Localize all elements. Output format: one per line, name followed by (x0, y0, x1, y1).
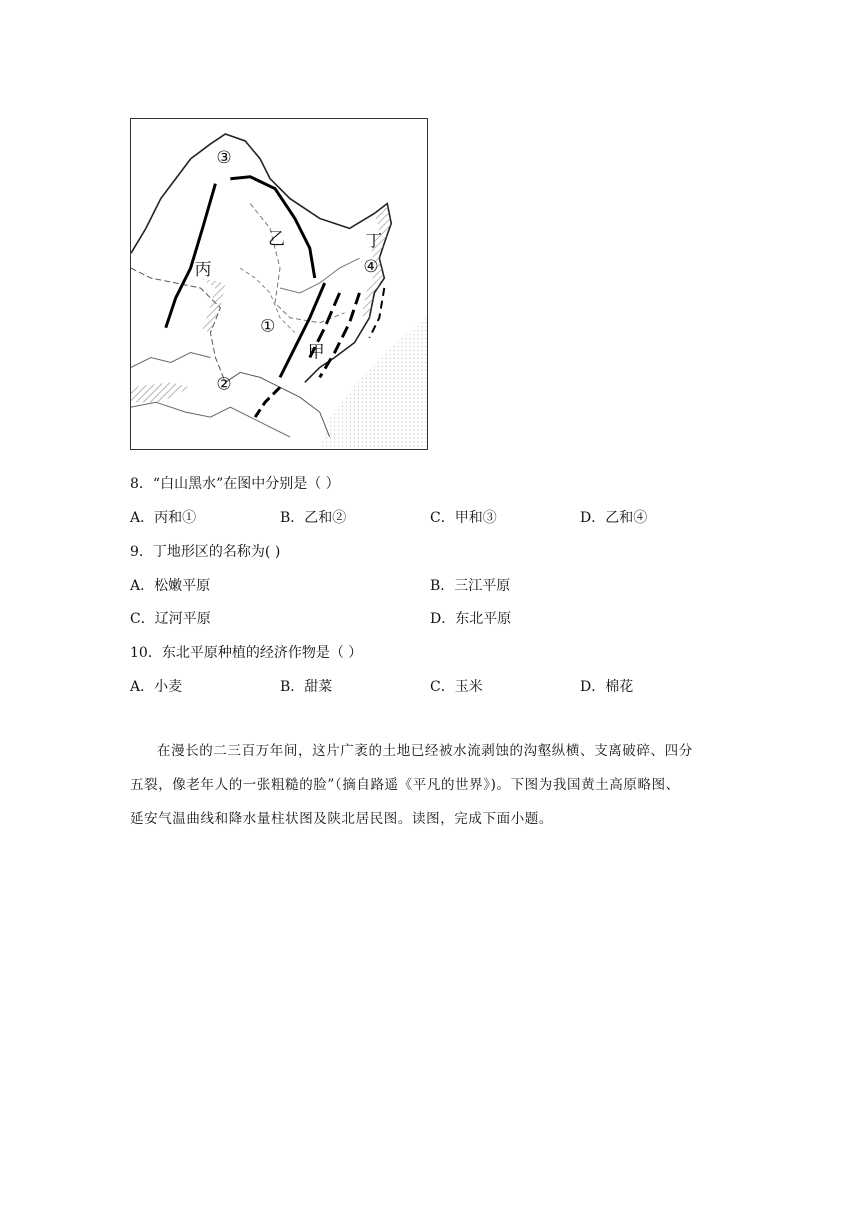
label-circle-3: ③ (216, 146, 232, 167)
hatch-south (131, 382, 191, 402)
sea-area (320, 318, 427, 449)
question-number: 10． (130, 645, 162, 661)
northeast-china-map (130, 118, 428, 450)
question-stem: 丁地形区的名称为( ) (152, 544, 281, 560)
map-svg (131, 119, 427, 449)
label-bing: 丙 (194, 259, 212, 280)
option-c[interactable]: C．辽河平原 (130, 611, 211, 627)
option-a[interactable]: A．松嫩平原 (130, 578, 211, 594)
label-circle-2: ② (216, 373, 232, 394)
option-a[interactable]: A．丙和① (130, 510, 197, 526)
question-stem: 东北平原种植的经济作物是（ ） (161, 645, 363, 661)
option-d[interactable]: D．棉花 (580, 679, 634, 695)
province-border-south (225, 372, 329, 437)
option-b[interactable]: B．乙和② (280, 510, 347, 526)
label-ding: 丁 (365, 230, 383, 251)
question-8 (130, 473, 340, 493)
label-circle-4: ④ (363, 256, 379, 277)
option-c[interactable]: C．玉米 (430, 679, 483, 695)
mountain-jia-1 (280, 283, 325, 377)
mountain-south (255, 387, 280, 417)
national-border (191, 134, 392, 382)
option-c[interactable]: C．甲和③ (430, 510, 497, 526)
passage-line-3: 延安气温曲线和降水量柱状图及陕北居民图。读图，完成下面小题。 (130, 811, 553, 827)
label-jia: 甲 (307, 341, 325, 362)
option-d[interactable]: D．东北平原 (430, 611, 512, 627)
mountain-jia-3 (320, 293, 360, 377)
river-line (280, 258, 359, 293)
question-number: 9． (130, 544, 153, 560)
coast-south (131, 402, 290, 437)
option-a[interactable]: A．小麦 (130, 679, 183, 695)
passage-line-1: 在漫长的二三百万年间，这片广袤的土地已经被水流剥蚀的沟壑纵横、支离破碎、四分 (157, 743, 693, 759)
option-b[interactable]: B．甜菜 (280, 679, 333, 695)
question-10 (130, 642, 362, 662)
option-d[interactable]: D．乙和④ (580, 510, 648, 526)
coast-west (131, 353, 210, 368)
question-stem: “白山黑水”在图中分别是（ ） (152, 476, 340, 492)
label-circle-1: ① (260, 315, 276, 336)
option-b[interactable]: B．三江平原 (430, 578, 511, 594)
reading-passage (130, 734, 730, 836)
mountain-bing (166, 184, 216, 328)
question-number: 8． (130, 476, 153, 492)
label-yi: 乙 (268, 228, 285, 249)
hatch-west (201, 278, 226, 333)
passage-line-2: 五裂，像老年人的一张粗糙的脸”（摘自路遥《平凡的世界》)。下图为我国黄土高原略图、 (130, 777, 680, 793)
question-9 (130, 541, 280, 561)
western-border (131, 159, 191, 253)
